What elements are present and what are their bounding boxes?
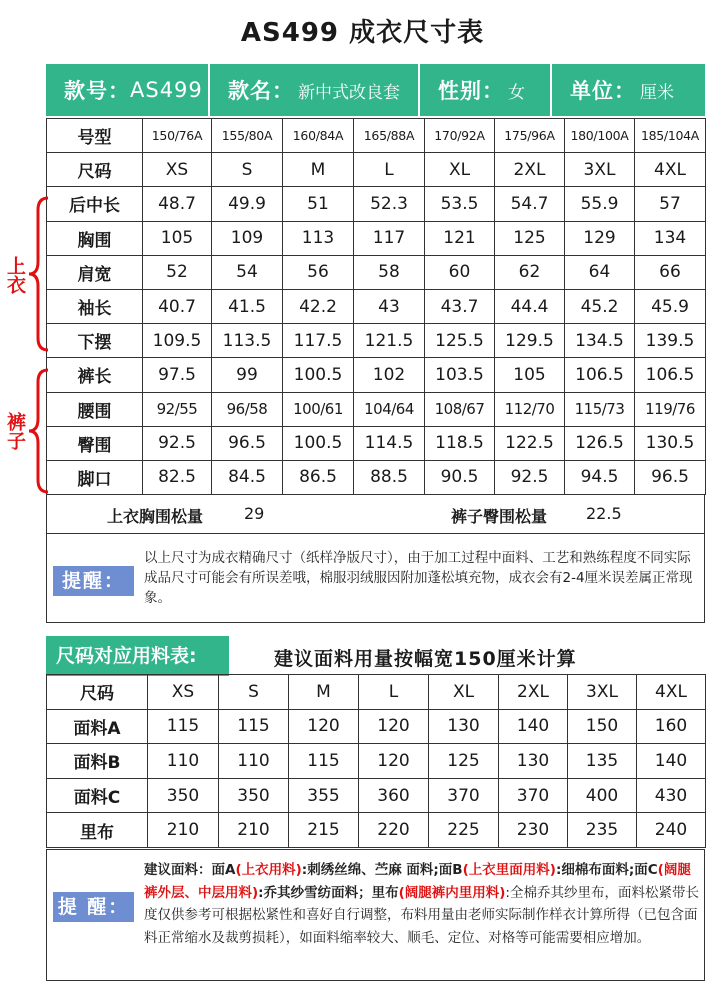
table-cell: 62 [495,255,565,289]
table-cell: 57 [635,187,706,221]
table-cell: 130 [429,709,499,744]
table-cell: 370 [429,778,499,813]
pants-group-bracket [26,368,50,494]
row-label: 肩宽 [47,255,143,289]
table-cell: 113.5 [212,324,283,358]
fabric-width-note: 建议面料用量按幅宽150厘米计算 [274,648,577,670]
pants-laxity-label: 裤子臀围松量 [451,507,548,526]
table-row [47,221,706,255]
style-number-label: 款号： [64,79,130,103]
table-cell: 114.5 [354,426,425,460]
table-cell: 360 [359,778,429,813]
table-cell: 120 [289,709,359,744]
row-label: 尺码 [47,153,143,187]
notes-part-1: 建议面料：面A [144,862,236,878]
table-cell: 113 [283,221,354,255]
style-name-cell [210,64,420,116]
row-label: 下摆 [47,324,143,358]
table-cell: XL [425,153,495,187]
table-cell: 105 [143,221,212,255]
table-row [47,119,706,153]
table-cell: 120 [359,744,429,779]
fabric-notes-tag: 提 醒： [53,892,134,922]
fabric-notes-box [46,849,705,981]
table-cell: 210 [148,813,219,848]
table-cell: 125.5 [425,324,495,358]
table-cell: 225 [429,813,499,848]
table-cell: 160 [637,709,706,744]
row-label: 胸围 [47,221,143,255]
table-cell: 96.5 [212,426,283,460]
table-cell: 94.5 [565,460,635,494]
notes-part-5: :全棉乔其纱里布，面料松紧带长度仅供参考可根据松紧性和喜好自行调整，布料用量由老师实际制作样衣计算所得（已包含面料正常缩水及裁剪损耗），如面料缩率较大、顺毛、定位、对格等可能需要相应增加。 [144,884,699,946]
table-cell: 125 [495,221,565,255]
table-cell: 126.5 [565,426,635,460]
table-cell: 370 [499,778,568,813]
table-cell: 54 [212,255,283,289]
row-label: 尺码 [47,675,148,710]
table-cell: 118.5 [425,426,495,460]
table-cell: 48.7 [143,187,212,221]
table-cell: 180/100A [565,119,635,153]
table-cell: 120 [359,709,429,744]
style-name-label: 款名： [228,79,294,103]
table-cell: 100/61 [283,392,354,426]
table-row [47,709,706,744]
table-row [47,744,706,779]
table-cell: 175/96A [495,119,565,153]
table-cell: 155/80A [212,119,283,153]
page-title: AS499 成衣尺寸表 [240,18,485,48]
table-cell: 240 [637,813,706,848]
table-cell: 430 [637,778,706,813]
row-label: 脚口 [47,460,143,494]
table-row [47,778,706,813]
table-cell: 86.5 [283,460,354,494]
table-cell: 109 [212,221,283,255]
table-cell: 96.5 [635,460,706,494]
table-cell: 130.5 [635,426,706,460]
notes-fabric-b-use: (上衣里面用料) [462,862,556,878]
top-laxity-label: 上衣胸围松量 [107,507,204,526]
table-cell: 170/92A [425,119,495,153]
row-label: 腰围 [47,392,143,426]
table-cell: 117.5 [283,324,354,358]
table-cell: 160/84A [283,119,354,153]
row-label: 面料A [47,709,148,744]
table-cell: 64 [565,255,635,289]
table-cell: 150/76A [143,119,212,153]
table-cell: 82.5 [143,460,212,494]
table-cell: 3XL [568,675,637,710]
table-cell: 92.5 [143,426,212,460]
reminder-box [46,534,705,623]
table-row [47,324,706,358]
table-cell: 100.5 [283,426,354,460]
table-cell: 122.5 [495,426,565,460]
table-cell: 117 [354,221,425,255]
notes-part-3: :细棉布面料;面C [555,862,658,878]
top-group-label: 上衣 [4,256,26,294]
table-cell: 43 [354,289,425,323]
table-row [47,187,706,221]
table-cell: 51 [283,187,354,221]
table-cell: 41.5 [212,289,283,323]
table-cell: 139.5 [635,324,706,358]
table-cell: 115/73 [565,392,635,426]
table-cell: 109.5 [143,324,212,358]
size-chart-table [46,118,706,495]
unit-value: 厘米 [640,82,674,103]
table-cell: M [283,153,354,187]
fabric-usage-table [46,674,706,848]
table-cell: 100.5 [283,358,354,392]
reminder-text: 以上尺寸为成衣精确尺寸（纸样净版尺寸），由于加工过程中面料、工艺和熟练程度不同实际成品尺寸可能会有所误差哦，棉服羽绒服因附加蓬松填充物，成衣会有2-4厘米误差属正常现象。 [144,550,693,606]
table-row [47,813,706,848]
pants-group-label: 裤子 [4,412,26,450]
row-label: 里布 [47,813,148,848]
table-cell: 140 [637,744,706,779]
table-cell: 49.9 [212,187,283,221]
gender-value: 女 [508,82,525,103]
row-label: 臀围 [47,426,143,460]
table-cell: 220 [359,813,429,848]
table-cell: XL [429,675,499,710]
table-cell: 92/55 [143,392,212,426]
style-number-value: AS499 [130,78,203,102]
table-cell: 96/58 [212,392,283,426]
row-label: 裤长 [47,358,143,392]
notes-fabric-a-use: (上衣用料) [235,862,302,878]
style-name-value: 新中式改良套 [298,82,400,103]
table-cell: 134.5 [565,324,635,358]
notes-fabric-c-use: (阔腿裤外层、中层用料) [144,862,691,901]
unit-label: 单位： [570,79,636,103]
table-cell: 121 [425,221,495,255]
table-cell: 60 [425,255,495,289]
table-cell: 45.2 [565,289,635,323]
table-cell: 106.5 [565,358,635,392]
table-cell: M [289,675,359,710]
row-label: 袖长 [47,289,143,323]
fabric-section-title: 尺码对应用料表: [46,636,229,676]
table-cell: 45.9 [635,289,706,323]
table-cell: 135 [568,744,637,779]
table-cell: 185/104A [635,119,706,153]
table-cell: 106.5 [635,358,706,392]
product-info-bar [46,64,705,116]
table-cell: L [359,675,429,710]
table-cell: 44.4 [495,289,565,323]
table-cell: 90.5 [425,460,495,494]
table-cell: XS [143,153,212,187]
table-row [47,675,706,710]
table-row [47,392,706,426]
table-cell: 88.5 [354,460,425,494]
table-cell: 58 [354,255,425,289]
table-cell: 40.7 [143,289,212,323]
table-cell: 42.2 [283,289,354,323]
table-cell: 130 [499,744,568,779]
table-cell: 4XL [635,153,706,187]
table-cell: 125 [429,744,499,779]
table-row [47,358,706,392]
table-cell: 140 [499,709,568,744]
table-row [47,460,706,494]
table-cell: 97.5 [143,358,212,392]
table-cell: 400 [568,778,637,813]
table-cell: 52.3 [354,187,425,221]
table-cell: 210 [219,813,289,848]
table-cell: 104/64 [354,392,425,426]
row-label: 后中长 [47,187,143,221]
table-cell: 150 [568,709,637,744]
table-cell: 43.7 [425,289,495,323]
table-cell: 115 [289,744,359,779]
table-cell: 115 [219,709,289,744]
table-cell: 235 [568,813,637,848]
table-cell: 129.5 [495,324,565,358]
table-cell: 110 [148,744,219,779]
table-cell: 134 [635,221,706,255]
table-cell: 54.7 [495,187,565,221]
table-cell: 92.5 [495,460,565,494]
table-cell: 215 [289,813,359,848]
table-row [47,153,706,187]
table-cell: 110 [219,744,289,779]
table-cell: 112/70 [495,392,565,426]
table-row [47,255,706,289]
table-row [47,426,706,460]
table-cell: S [212,153,283,187]
row-label: 号型 [47,119,143,153]
row-label: 面料C [47,778,148,813]
table-cell: 102 [354,358,425,392]
table-cell: 53.5 [425,187,495,221]
gender-label: 性别： [438,79,504,103]
top-laxity-value: 29 [244,504,265,523]
table-cell: 105 [495,358,565,392]
table-cell: 355 [289,778,359,813]
fabric-section-header [46,636,705,676]
table-cell: 84.5 [212,460,283,494]
table-cell: 165/88A [354,119,425,153]
table-cell: 2XL [495,153,565,187]
table-cell: XS [148,675,219,710]
style-number-cell [46,64,210,116]
fabric-notes-text [144,859,700,949]
gender-cell [420,64,552,116]
notes-part-4: :乔其纱雪纺面料；里布 [258,884,399,901]
reminder-tag: 提醒： [53,566,134,596]
table-cell: 350 [148,778,219,813]
table-cell: 129 [565,221,635,255]
table-cell: 3XL [565,153,635,187]
table-cell: 66 [635,255,706,289]
pants-laxity-value: 22.5 [586,504,622,523]
unit-cell [552,64,705,116]
row-label: 面料B [47,744,148,779]
table-row [47,289,706,323]
laxity-row [46,495,705,534]
table-cell: 121.5 [354,324,425,358]
table-cell: 55.9 [565,187,635,221]
table-cell: 108/67 [425,392,495,426]
table-cell: 56 [283,255,354,289]
table-cell: 103.5 [425,358,495,392]
table-cell: S [219,675,289,710]
table-cell: 4XL [637,675,706,710]
table-cell: 119/76 [635,392,706,426]
table-cell: 99 [212,358,283,392]
table-cell: 115 [148,709,219,744]
table-cell: 2XL [499,675,568,710]
table-cell: L [354,153,425,187]
table-cell: 350 [219,778,289,813]
notes-lining-use: (阔腿裤内里用料) [398,884,506,901]
table-cell: 230 [499,813,568,848]
top-group-bracket [26,196,50,352]
notes-part-2: :刺绣丝绵、苎麻 面料;面B [301,862,463,878]
table-cell: 52 [143,255,212,289]
